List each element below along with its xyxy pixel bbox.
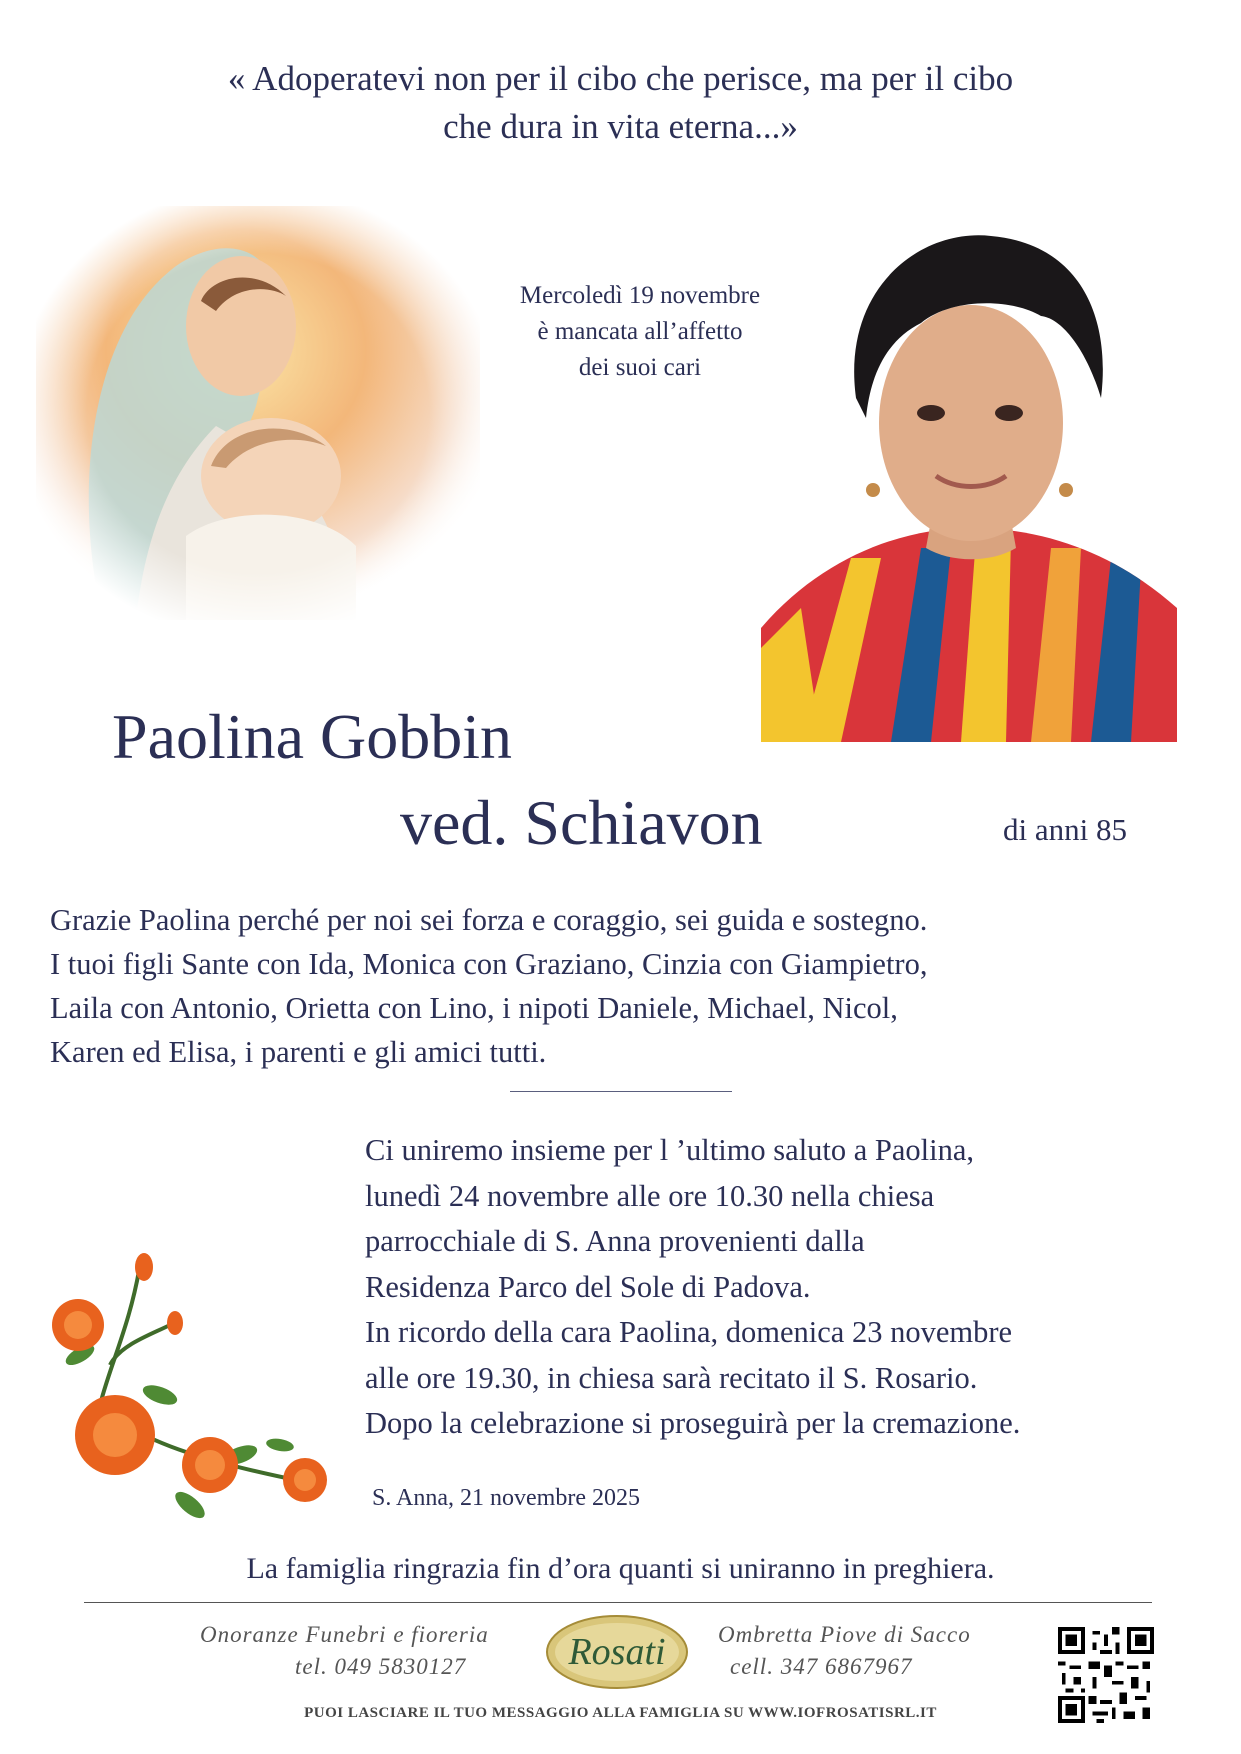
thanks-paragraph xyxy=(50,898,1190,1074)
service-line: lunedì 24 novembre alle ore 10.30 nella chiesa xyxy=(365,1178,935,1213)
service-line: parrocchiale di S. Anna provenienti dalla xyxy=(365,1224,865,1258)
footer-rule xyxy=(84,1602,1152,1603)
shop-phone: cell. 347 6867967 xyxy=(730,1654,913,1679)
death-line-1: Mercoledì 19 novembre xyxy=(519,282,761,309)
service-line: Dopo la celebrazione si proseguirà per la cremazione. xyxy=(365,1406,1021,1440)
dateline: S. Anna, 21 novembre 2025 xyxy=(372,1485,640,1511)
death-line-3: dei suoi cari xyxy=(578,354,702,381)
service-line: alle ore 19.30, in chiesa sarà recitato il S. Rosario. xyxy=(365,1360,978,1395)
online-message-notice: PUOI LASCIARE IL TUO MESSAGGIO ALLA FAMIGLIA SU WWW.IOFROSATISRL.IT xyxy=(304,1705,937,1721)
shop-contact xyxy=(718,1622,1038,1680)
service-line: Ci uniremo insieme per l ’ultimo saluto a Paolina, xyxy=(365,1133,975,1167)
quote-line-1: « Adoperatevi non per il cibo che perisce, ma per il cibo xyxy=(227,59,1014,98)
thanks-line: Karen ed Elisa, i parenti e gli amici tutti. xyxy=(50,1035,547,1069)
madonna-and-child-image xyxy=(36,206,480,620)
service-paragraph xyxy=(365,1128,1185,1447)
funeral-home-phone: tel. 049 5830127 xyxy=(295,1654,467,1679)
logo-text: Rosati xyxy=(568,1631,666,1673)
rosati-logo xyxy=(545,1614,689,1690)
service-line: In ricordo della cara Paolina, domenica 23 novembre xyxy=(365,1315,1013,1349)
epigraph-quote xyxy=(0,55,1241,151)
funeral-home-contact xyxy=(200,1622,540,1680)
shop-name: Ombretta Piove di Sacco xyxy=(718,1622,971,1647)
thanks-line: Grazie Paolina perché per noi sei forza e coraggio, sei guida e sostegno. xyxy=(50,903,928,937)
deceased-age: di anni 85 xyxy=(1003,812,1127,847)
death-line-2: è mancata all’affetto xyxy=(537,318,743,345)
funeral-home-name: Onoranze Funebri e fioreria xyxy=(200,1622,489,1647)
thanks-line: I tuoi figli Sante con Ida, Monica con Graziano, Cinzia con Giampietro, xyxy=(50,947,928,981)
orange-roses-decoration xyxy=(40,1245,336,1531)
deceased-married-name: ved. Schiavon xyxy=(400,787,763,858)
service-line: Residenza Parco del Sole di Padova. xyxy=(365,1269,811,1304)
family-closing: La famiglia ringrazia fin d’ora quanti si uniranno in preghiera. xyxy=(246,1552,995,1585)
deceased-name: Paolina Gobbin xyxy=(112,701,512,772)
divider xyxy=(510,1091,732,1092)
thanks-line: Laila con Antonio, Orietta con Lino, i nipoti Daniele, Michael, Nicol, xyxy=(50,991,898,1025)
quote-line-2: che dura in vita eterna...» xyxy=(443,107,798,146)
portrait-photo xyxy=(761,228,1177,742)
death-announcement xyxy=(470,278,810,386)
